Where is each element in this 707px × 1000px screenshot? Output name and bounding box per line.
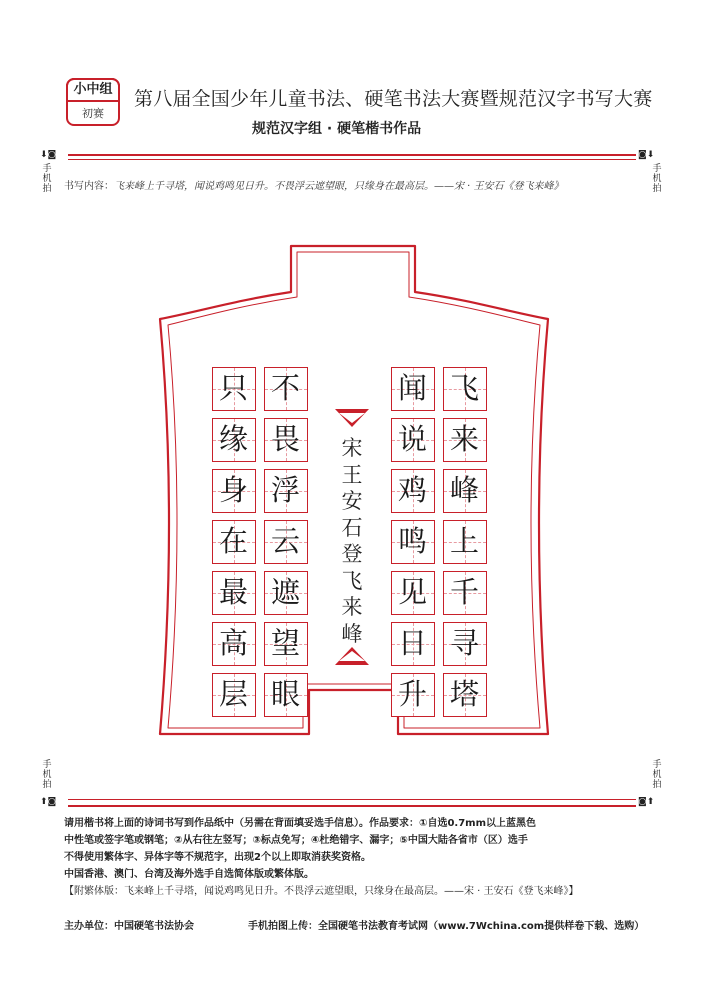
- poem-character: 身: [218, 473, 248, 507]
- poem-attribution: [331, 405, 373, 669]
- grid-cell: [264, 367, 308, 411]
- grid-cell: [264, 673, 308, 717]
- corner-label-top-left: 手机拍: [42, 164, 52, 194]
- poem-character: 寻: [449, 626, 479, 660]
- instructions-line: 中性笔或签字笔或钢笔；②从右往左竖写；③标点免写；④杜绝错字、漏字；⑤中国大陆各省市（区）选手: [64, 835, 528, 846]
- grid-cell: [443, 571, 487, 615]
- grid-cell: [391, 622, 435, 666]
- poem-character: 来: [449, 422, 479, 456]
- page-title: 第八届全国少年儿童书法、硬笔书法大赛暨规范汉字书写大赛: [134, 88, 653, 110]
- poem-character: 上: [449, 524, 479, 558]
- grid-cell: [264, 469, 308, 513]
- grid-cell: [443, 469, 487, 513]
- poem-character: 峰: [449, 473, 479, 507]
- grid-cell: [212, 571, 256, 615]
- poem-character: 最: [218, 575, 248, 609]
- grid-cell: [391, 571, 435, 615]
- grid-cell: [443, 367, 487, 411]
- poem-character: 塔: [449, 677, 479, 711]
- poem-character: 说: [397, 422, 427, 456]
- corner-label-bottom-right: 手机拍: [652, 760, 662, 790]
- grid-cell: [212, 622, 256, 666]
- instructions-line: 中国香港、澳门、台湾及海外选手自选简体版或繁体版。: [64, 869, 314, 880]
- poem-character: 望: [270, 626, 300, 660]
- poem-character: 飞: [449, 371, 479, 405]
- grid-cell: [212, 367, 256, 411]
- badge-group-label: 小中组: [66, 78, 120, 102]
- camera-icon: ◙⬆: [638, 797, 655, 807]
- grid-cell: [443, 418, 487, 462]
- writing-content-text: 飞来峰上千寻塔，闻说鸡鸣见日升。不畏浮云遮望眼，只缘身在最高层。——宋 · 王安石《登飞来峰》: [114, 181, 564, 192]
- organizer: 主办单位：中国硬笔书法协会: [64, 921, 194, 932]
- poem-character: 缘: [218, 422, 248, 456]
- poem-character: 只: [218, 371, 248, 405]
- corner-label-top-right: 手机拍: [652, 164, 662, 194]
- camera-icon: ◙⬇: [638, 150, 655, 160]
- grid-cell: [391, 673, 435, 717]
- grid-cell: [264, 571, 308, 615]
- grid-cell: [391, 520, 435, 564]
- grid-cell: [264, 520, 308, 564]
- upload-info: 手机拍图上传：全国硬笔书法教育考试网（www.7Wchina.com提供样卷下载、选购）: [248, 921, 645, 932]
- grid-cell: [443, 673, 487, 717]
- instructions-line: 不得使用繁体字、异体字等不规范字，出现2个以上即取消获奖资格。: [64, 852, 371, 863]
- grid-cell: [264, 622, 308, 666]
- grid-cell: [212, 418, 256, 462]
- grid-cell: [391, 367, 435, 411]
- poem-character: 遮: [270, 575, 300, 609]
- grid-cell: [212, 673, 256, 717]
- page-subtitle: 规范汉字组 · 硬笔楷书作品: [252, 121, 422, 137]
- poem-character: 不: [270, 371, 300, 405]
- poem-character: 日: [397, 626, 427, 660]
- poem-character: 云: [270, 524, 300, 558]
- poem-character: 畏: [270, 422, 300, 456]
- grid-cell: [443, 520, 487, 564]
- camera-icon: ⬆◙: [40, 797, 57, 807]
- poem-character: 层: [218, 677, 248, 711]
- traditional-version-note: 【附繁体版：飞来峰上千寻塔，闻说鸡鸣见日升。不畏浮云遮望眼，只缘身在最高层。——宋 · 王安石《登飞来峰》】: [64, 886, 579, 897]
- poem-character: 鸣: [397, 524, 427, 558]
- grid-cell: [443, 622, 487, 666]
- grid-cell: [391, 418, 435, 462]
- instructions-line: 请用楷书将上面的诗词书写到作品纸中（另需在背面填妥选手信息）。作品要求：①自选0.7mm以上蓝黑色: [64, 818, 537, 829]
- instructions-block: [64, 815, 654, 900]
- poem-character: 鸡: [397, 473, 427, 507]
- attribution-text: 宋王安石登飞来峰: [341, 436, 363, 646]
- poem-character: 眼: [270, 677, 300, 711]
- grid-cell: [391, 469, 435, 513]
- corner-label-bottom-left: 手机拍: [42, 760, 52, 790]
- grid-cell: [212, 520, 256, 564]
- writing-content-label: 书写内容：: [64, 181, 114, 192]
- poem-character: 千: [449, 575, 479, 609]
- grid-cell: [264, 418, 308, 462]
- poem-character: 升: [397, 677, 427, 711]
- poem-character: 见: [397, 575, 427, 609]
- poem-character: 在: [218, 524, 248, 558]
- grid-cell: [212, 469, 256, 513]
- poem-character: 闻: [397, 371, 427, 405]
- camera-icon: ⬇◙: [40, 150, 57, 160]
- poem-character: 高: [218, 626, 248, 660]
- badge-round-label: 初赛: [82, 107, 104, 120]
- poem-character: 浮: [270, 473, 300, 507]
